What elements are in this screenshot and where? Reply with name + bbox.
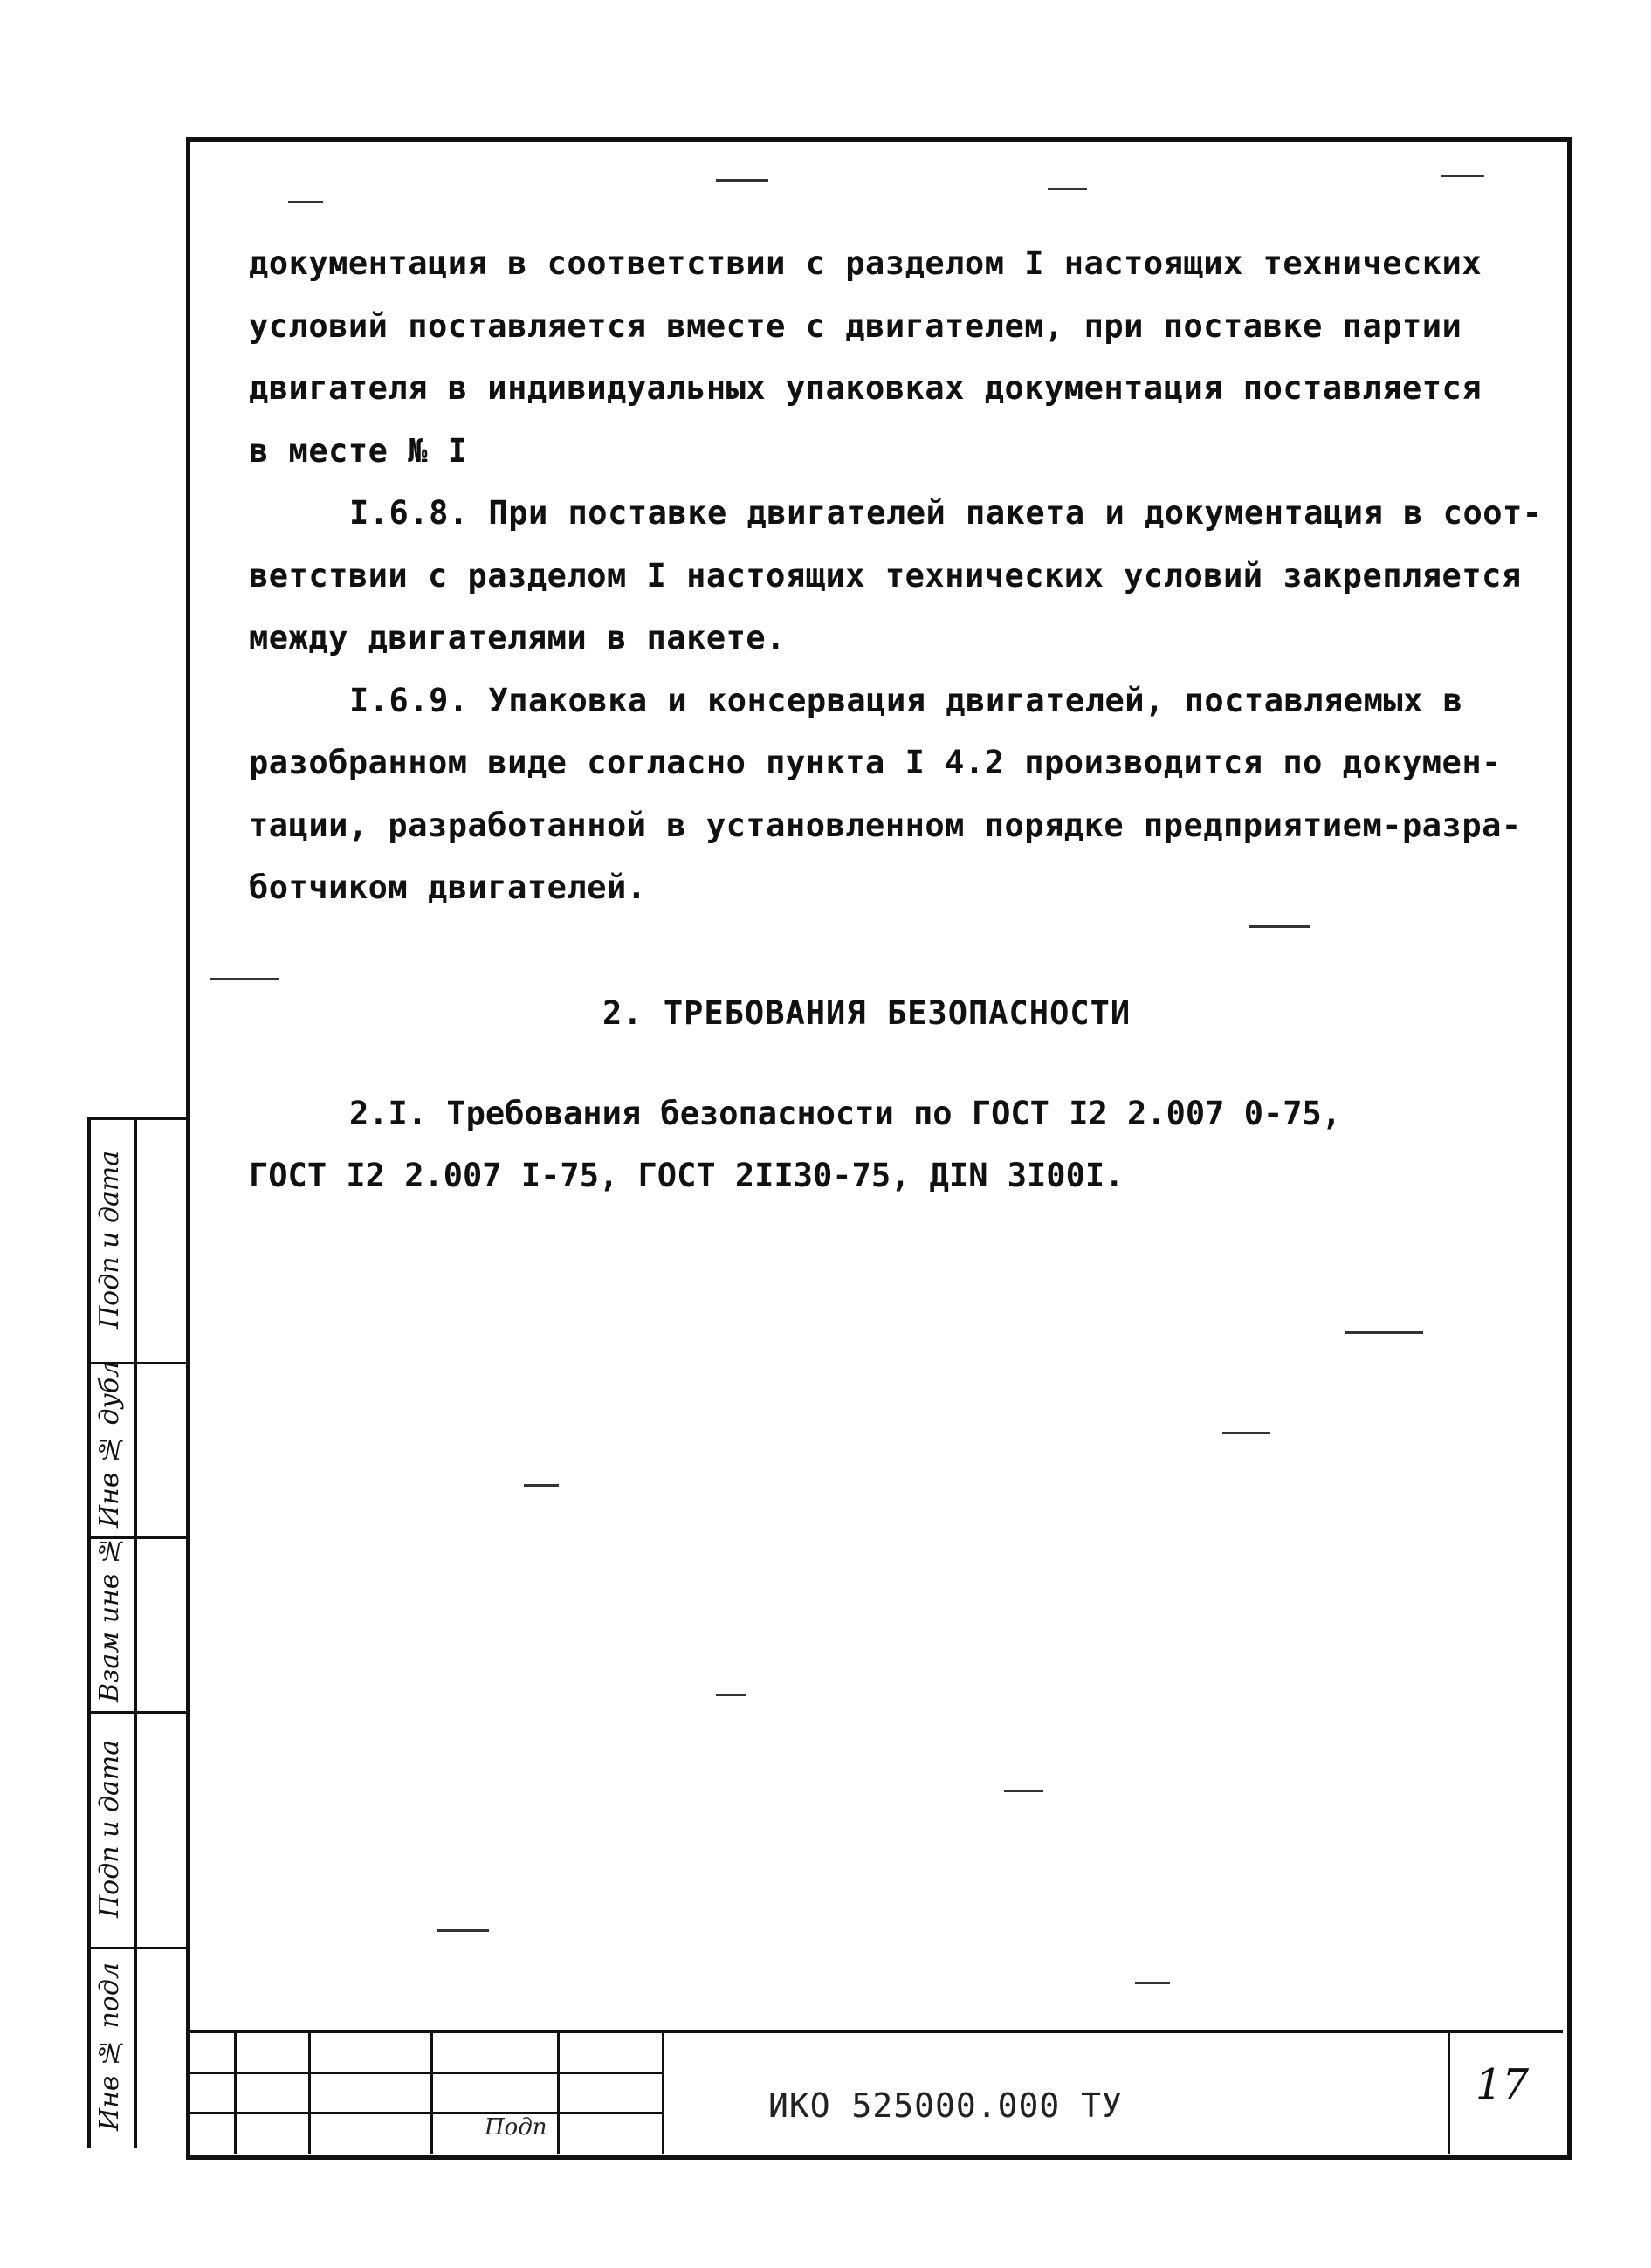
- text-line: двигателя в индивидуальных упаковках документация поставляется: [249, 369, 1482, 407]
- text-line: между двигателями в пакете.: [249, 619, 786, 656]
- text-line: I.6.8. При поставке двигателей пакета и документация в соот-: [349, 494, 1543, 532]
- text-line: I.6.9. Упаковка и консервация двигателей, поставляемых в: [349, 681, 1463, 719]
- body-text: [249, 232, 1543, 919]
- scan-speck: [524, 1484, 559, 1487]
- text-line: ГОСТ I2 2.007 I-75, ГОСТ 2II30-75, ДIN 3I00I.: [249, 1157, 1125, 1194]
- scan-speck: [716, 179, 768, 182]
- scan-speck: [1249, 925, 1310, 928]
- tb-divider: [1448, 2033, 1450, 2154]
- scan-speck: [288, 201, 323, 203]
- strip-label: Подп и дата: [94, 1739, 125, 1919]
- text-line: 2.I. Требования безопасности по ГОСТ I2 2.007 0-75,: [349, 1095, 1342, 1132]
- strip-label: Подп и дата: [94, 1150, 125, 1330]
- binding-strip: [87, 1117, 190, 2148]
- sheet-number: 17: [1476, 2060, 1530, 2109]
- tb-divider: [557, 2033, 560, 2154]
- scan-speck: [1004, 1790, 1043, 1792]
- tb-divider: [662, 2033, 664, 2154]
- handwritten-note: Подп: [485, 2114, 547, 2141]
- strip-label: Инв № подл: [94, 1962, 125, 2132]
- tb-divider: [234, 2033, 237, 2154]
- scan-speck: [1222, 1432, 1270, 1434]
- text-line: документация в соответствии с разделом I настоящих технических: [249, 244, 1482, 282]
- scan-speck: [437, 1929, 489, 1932]
- scan-speck: [1135, 1982, 1170, 1984]
- section-heading: 2. ТРЕБОВАНИЯ БЕЗОПАСНОСТИ: [602, 994, 1132, 1032]
- tb-divider: [430, 2033, 433, 2154]
- strip-cell: [91, 1711, 187, 1714]
- document-code: ИКО 525000.000 ТУ: [768, 2086, 1123, 2125]
- strip-cell: [91, 1117, 187, 1120]
- tb-row-line: [190, 2072, 662, 2074]
- strip-label: Взам инв №: [94, 1535, 125, 1702]
- scan-speck: [1441, 175, 1484, 177]
- section-2-text: [249, 1082, 1341, 1206]
- text-line: разобранном виде согласно пункта I 4.2 производится по докумен-: [249, 744, 1502, 781]
- tb-divider: [308, 2033, 311, 2154]
- text-line: ботчиком двигателей.: [249, 869, 647, 906]
- text-line: условий поставляется вместе с двигателем, при поставке партии: [249, 306, 1462, 345]
- scan-speck: [1345, 1331, 1423, 1334]
- text-line: ветствии с разделом I настоящих технических условий закрепляется: [249, 556, 1522, 594]
- tb-row-line: [190, 2112, 662, 2114]
- scan-speck: [210, 978, 279, 980]
- strip-cell: [91, 1947, 187, 1949]
- strip-divider: [134, 1117, 137, 2148]
- scan-speck: [716, 1694, 746, 1696]
- scan-speck: [1048, 188, 1087, 190]
- strip-label: Инв № дубл: [94, 1360, 125, 1528]
- text-line: в месте № I: [249, 431, 468, 470]
- text-line: тации, разработанной в установленном порядке предприятием-разра-: [249, 806, 1522, 844]
